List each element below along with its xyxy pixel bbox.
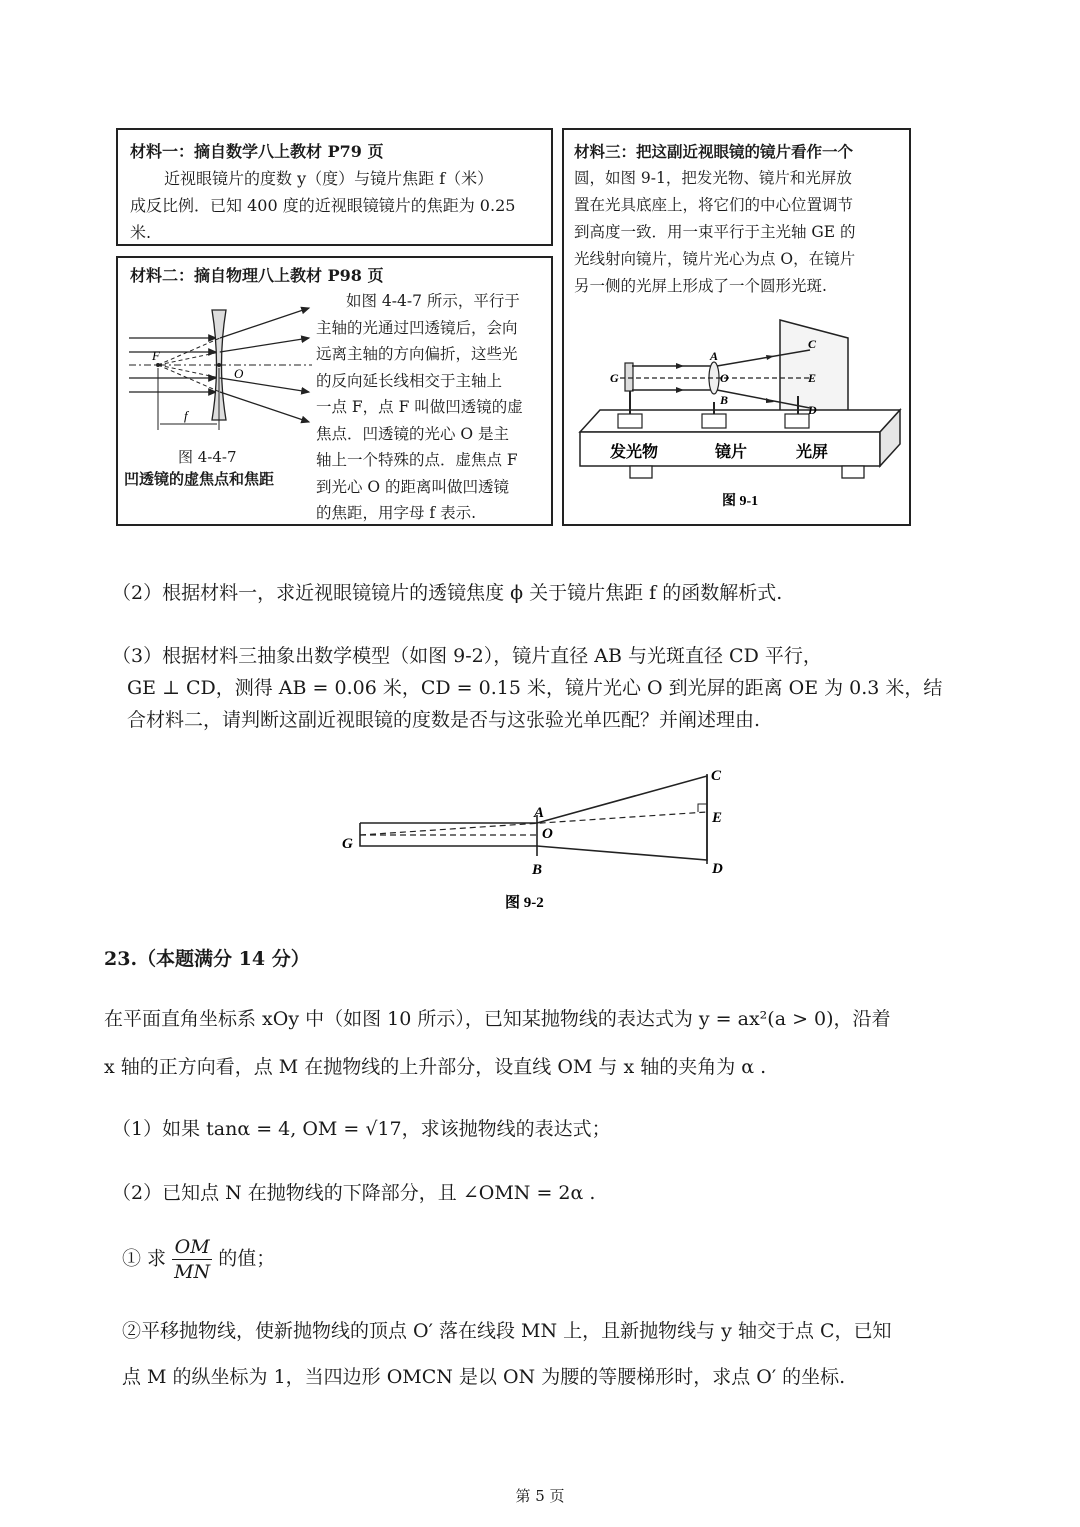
question-3-line-3: 合材料二，请判断这副近视眼镜的度数是否与这张验光单匹配？并阐述理由. [127, 709, 761, 731]
fraction-numerator: OM [172, 1235, 212, 1260]
focal-length-label: f [184, 408, 188, 423]
page-number: 第 5 页 [515, 1487, 565, 1505]
point-a-label: A [534, 805, 545, 821]
text-line: 远离主轴的方向偏折，这些光 [316, 345, 518, 363]
point-g-label: G [610, 371, 619, 385]
question-2: （2）根据材料一，求近视眼镜镜片的透镜焦度 ϕ 关于镜片焦距 f 的函数解析式. [112, 582, 783, 604]
text-line: 圆，如图 9-1，把发光物、镜片和光屏放 [574, 169, 852, 187]
material-two-text [316, 288, 548, 527]
figure-4-4-7-caption: 凹透镜的虚焦点和焦距 [124, 470, 275, 488]
material-two-box [116, 256, 553, 526]
problem-23-heading: 23.（本题满分 14 分） [104, 948, 310, 970]
point-c-label: C [808, 337, 817, 351]
text-line: 一点 F，点 F 叫做凹透镜的虚 [316, 398, 523, 416]
material-three-box [562, 128, 911, 526]
material-one-title: 材料一：摘自数学八上教材 P79 页 [130, 142, 384, 161]
point-d-label: D [808, 403, 817, 417]
problem-23-stem-line-1: 在平面直角坐标系 xOy 中（如图 10 所示），已知某抛物线的表达式为 y = ax²(a > 0)，沿着 [104, 1008, 891, 1030]
point-o-label: O [234, 366, 244, 381]
point-b-label: B [532, 862, 543, 878]
material-two-title: 材料二：摘自物理八上教材 P98 页 [130, 266, 384, 285]
point-e-label: E [712, 810, 723, 826]
figure-4-4-7-label: 图 4-4-7 [178, 448, 237, 466]
text-line: 焦点．凹透镜的光心 O 是主 [316, 424, 510, 443]
point-g-label: G [342, 836, 353, 852]
material-one-box [116, 128, 553, 246]
figure-9-2 [330, 760, 750, 920]
question-3-line-1: （3）根据材料三抽象出数学模型（如图 9-2），镜片直径 AB 与光斑直径 CD 平行， [112, 645, 822, 667]
problem-23-part-1: （1）如果 tanα = 4, OM = √17，求该抛物线的表达式； [112, 1118, 611, 1140]
point-f-label: F [152, 348, 160, 363]
text-line: 主轴的光通过凹透镜后，会向 [316, 318, 518, 337]
text-line: 的反向延长线相交于主轴上 [316, 371, 503, 390]
bench-label-source: 发光物 [610, 444, 659, 461]
text-line: 到光心 O 的距离叫做凹透镜 [316, 477, 510, 496]
sub1-suffix: 的值； [218, 1247, 276, 1270]
question-3-line-2: GE ⊥ CD，测得 AB = 0.06 米，CD = 0.15 米，镜片光心 O 到光屏的距离 OE 为 0.3 米，结 [127, 677, 943, 699]
concave-lens-figure [124, 290, 314, 440]
point-o-label: O [542, 826, 553, 842]
material-one-line: 近视眼镜片的度数 y（度）与镜片焦距 f（米） [164, 169, 494, 188]
problem-23-sub-2-line-1: ②平移抛物线，使新抛物线的顶点 O′ 落在线段 MN 上，且新抛物线与 y 轴交于点 C，已知 [122, 1320, 892, 1342]
figure-9-2-caption: 图 9-2 [505, 895, 544, 911]
fraction-denominator: MN [174, 1261, 211, 1283]
text-line: 轴上一个特殊的点．虚焦点 F [316, 451, 518, 469]
text-line: 到高度一致．用一束平行于主光轴 GE 的 [574, 223, 856, 241]
point-e-label: E [808, 371, 817, 385]
material-one-line: 米. [130, 223, 152, 242]
material-one-line: 成反比例．已知 400 度的近视眼镜镜片的焦距为 0.25 [130, 196, 516, 215]
optical-bench-figure [570, 310, 906, 515]
text-line: 如图 4-4-7 所示，平行于 [346, 292, 520, 310]
problem-23-stem-line-2: x 轴的正方向看，点 M 在抛物线的上升部分，设直线 OM 与 x 轴的夹角为 α . [104, 1056, 767, 1078]
point-o-label: O [720, 371, 729, 385]
problem-23-sub-2-line-2: 点 M 的纵坐标为 1，当四边形 OMCN 是以 ON 为腰的等腰梯形时，求点 O′ 的坐标. [122, 1366, 846, 1388]
point-d-label: D [712, 861, 723, 877]
material-three-title: 材料三：把这副近视眼镜的镜片看作一个 [574, 142, 854, 161]
text-line: 光线射向镜片，镜片光心为点 O，在镜片 [574, 250, 856, 268]
problem-23-part-2: （2）已知点 N 在抛物线的下降部分，且 ∠OMN = 2α . [112, 1182, 596, 1204]
bench-label-lens: 镜片 [715, 444, 748, 461]
point-a-label: A [710, 349, 719, 363]
point-c-label: C [711, 768, 722, 784]
bench-label-screen: 光屏 [796, 444, 829, 461]
text-line: 另一侧的光屏上形成了一个圆形光斑. [574, 277, 827, 295]
sub1-prefix: ① 求 [122, 1247, 167, 1270]
text-line: 的焦距，用字母 f 表示. [316, 504, 477, 522]
problem-23-sub-1 [122, 1235, 275, 1284]
point-b-label: B [720, 393, 729, 407]
text-line: 置在光具底座上，将它们的中心位置调节 [574, 196, 854, 214]
figure-9-1-caption: 图 9-1 [722, 494, 759, 509]
fraction-om-over-mn [172, 1235, 212, 1284]
